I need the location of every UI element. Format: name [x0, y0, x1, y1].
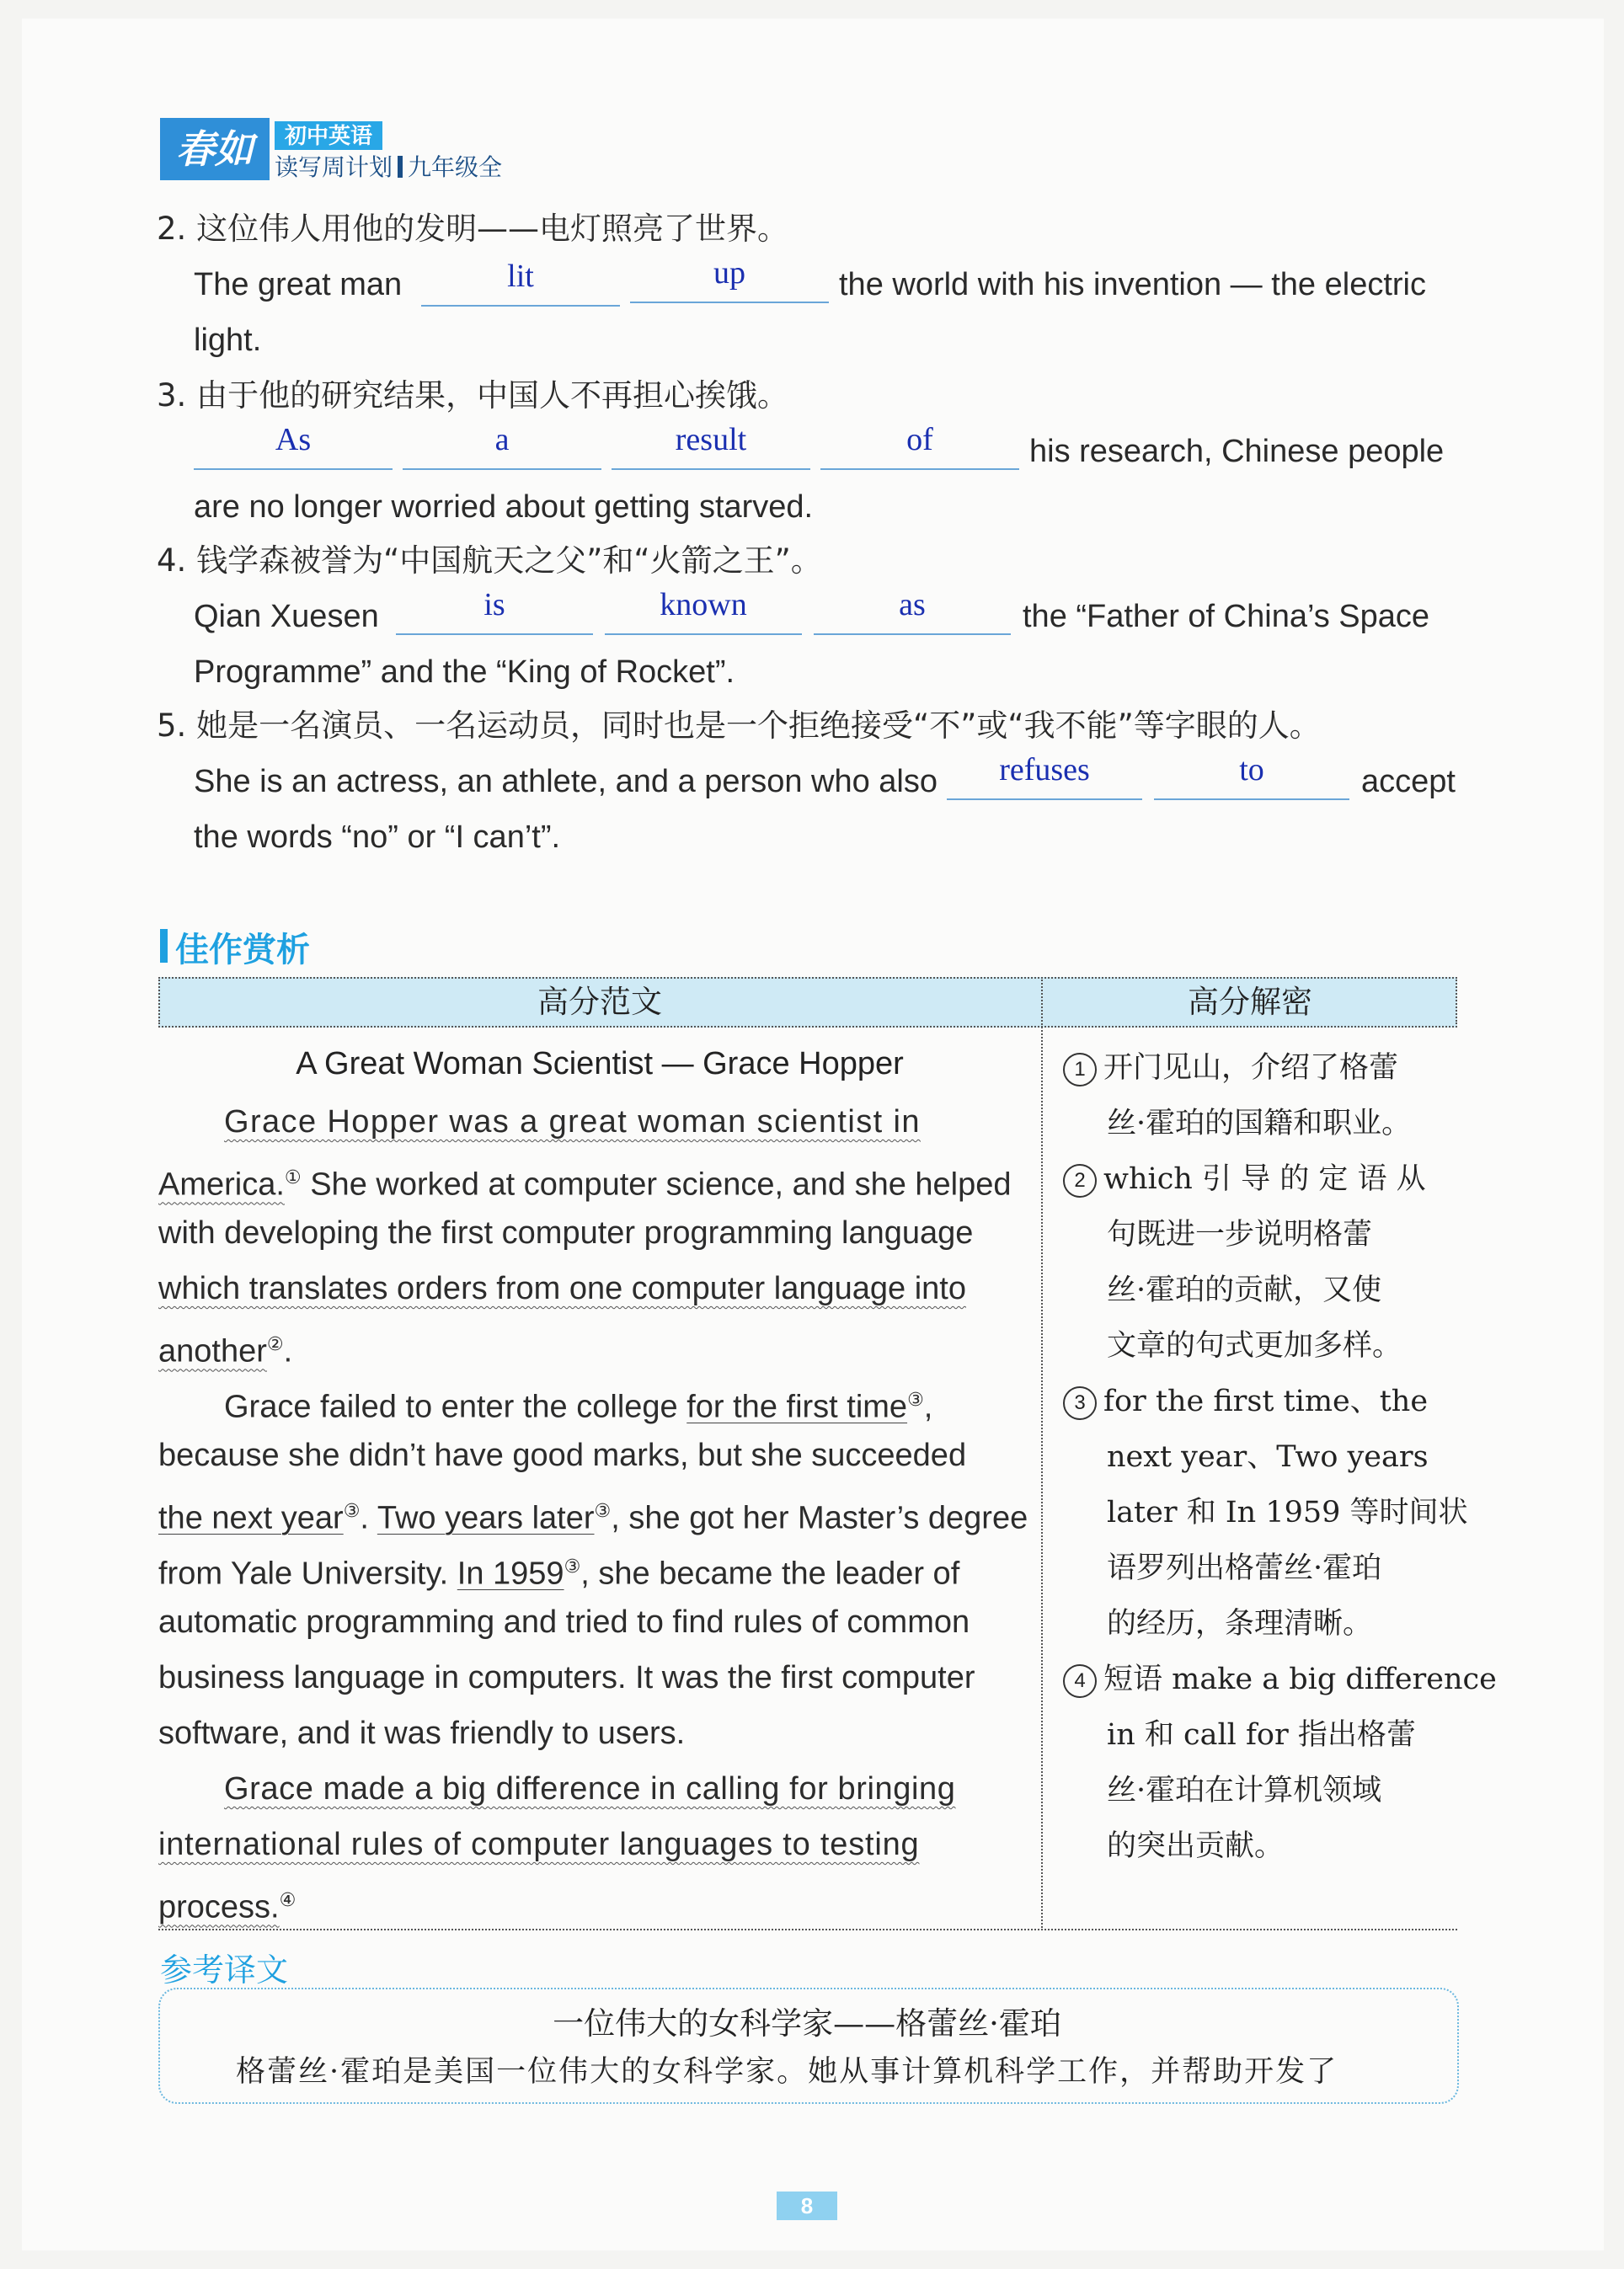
- translation-label: 参考译文: [160, 1951, 289, 1989]
- essay-line: the next year③. Two years later③, she got her Master’s degree: [158, 1500, 1028, 1536]
- series-label: 初中英语: [275, 121, 382, 150]
- exercise-2-english-start: The great man: [194, 267, 403, 302]
- section-title: 佳作赏析: [175, 931, 310, 969]
- note-2-line: 文章的句式更加多样。: [1107, 1329, 1402, 1363]
- note-3: 3 for the first time、the: [1063, 1380, 1459, 1423]
- book-header: [160, 118, 514, 185]
- column-header-notes: 高分解密: [1188, 984, 1312, 1020]
- essay-line: process.④: [158, 1889, 296, 1925]
- book-label: 读写周计划 九年级全: [275, 154, 503, 180]
- answer-text: a: [494, 422, 510, 457]
- note-1: 1 开门见山，介绍了格蕾: [1063, 1046, 1459, 1090]
- table-border: [1456, 977, 1457, 1024]
- note-3-line: 的经历，条理清晰。: [1107, 1607, 1373, 1641]
- exercise-2-chinese: 2. 这位伟人用他的发明——电灯照亮了世界。: [157, 211, 789, 247]
- essay-line: Grace made a big difference in calling for bringing: [224, 1771, 956, 1807]
- note-1-line: 丝·霍珀的国籍和职业。: [1107, 1107, 1412, 1140]
- exercise-3-english-end: his research, Chinese people: [1029, 434, 1445, 469]
- exercise-3-chinese: 3. 由于他的研究结果，中国人不再担心挨饿。: [157, 377, 789, 414]
- answer-text: to: [1239, 752, 1264, 787]
- note-4-line: 的突出贡献。: [1107, 1829, 1285, 1863]
- essay-line: Grace failed to enter the college for the first time③,: [224, 1389, 933, 1425]
- answer-text: lit: [507, 259, 534, 294]
- exercise-4-english-end: the “Father of China’s Space: [1023, 599, 1430, 634]
- answer-text: refuses: [999, 752, 1090, 787]
- note-3-line: next year、Two years: [1107, 1440, 1429, 1474]
- separator: [398, 156, 403, 178]
- note-2-line: 丝·霍珀的贡献，又使: [1107, 1273, 1382, 1307]
- exercise-5-english-cont: the words “no” or “I can’t”.: [194, 820, 561, 855]
- note-2: 2 which 引 导 的 定 语 从: [1063, 1157, 1459, 1201]
- note-number: 3: [1063, 1386, 1097, 1420]
- note-number: 4: [1063, 1664, 1097, 1698]
- essay-title: A Great Woman Scientist — Grace Hopper: [296, 1046, 904, 1081]
- answer-text: is: [483, 587, 505, 622]
- exercise-5-english-end: accept: [1361, 764, 1456, 799]
- exercise-4-english-start: Qian Xuesen: [194, 599, 379, 634]
- exercise-2-english-cont: light.: [194, 323, 262, 358]
- essay-line: America.① She worked at computer science, and she helped: [158, 1167, 1012, 1203]
- note-4-line: in 和 call for 指出格蕾: [1107, 1718, 1416, 1752]
- essay-line: another②.: [158, 1333, 293, 1369]
- note-4: 4 短语 make a big difference: [1063, 1658, 1459, 1701]
- exercise-2-english-end: the world with his invention — the electric: [839, 267, 1426, 302]
- page-number: 8: [777, 2192, 837, 2220]
- exercise-4-english-cont: Programme” and the “King of Rocket”.: [194, 654, 735, 690]
- section-marker: [160, 929, 168, 963]
- essay-line: from Yale University. In 1959③, she became the leader of: [158, 1556, 960, 1592]
- essay-line: automatic programming and tried to find rules of common: [158, 1604, 970, 1640]
- note-number: 2: [1063, 1164, 1097, 1198]
- table-header: [158, 977, 1457, 1028]
- answer-text: up: [713, 255, 745, 291]
- essay-line: which translates orders from one computer language into: [158, 1271, 966, 1306]
- exercise-4-chinese: 4. 钱学森被誉为“中国航天之父”和“火箭之王”。: [157, 542, 822, 579]
- essay-line: business language in computers. It was the first computer: [158, 1660, 975, 1695]
- exercise-3-english-cont: are no longer worried about getting starved.: [194, 489, 814, 525]
- column-header-essay: 高分范文: [537, 984, 662, 1020]
- answer-text: known: [660, 587, 747, 622]
- answer-text: As: [275, 422, 312, 457]
- translation-title: 一位伟大的女科学家——格蕾丝·霍珀: [553, 2005, 1061, 2042]
- answer-text: of: [906, 422, 933, 457]
- translation-body: 格蕾丝·霍珀是美国一位伟大的女科学家。她从事计算机科学工作，并帮助开发了: [236, 2055, 1338, 2089]
- note-3-line: later 和 In 1959 等时间状: [1107, 1496, 1468, 1530]
- exercise-5-english-start: She is an actress, an athlete, and a person who also: [194, 764, 938, 799]
- essay-line: software, and it was friendly to users.: [158, 1716, 686, 1751]
- essay-line: with developing the first computer programming language: [158, 1215, 974, 1251]
- exercise-5-chinese: 5. 她是一名演员、一名运动员，同时也是一个拒绝接受“不”或“我不能”等字眼的人。: [157, 707, 1321, 744]
- essay-line: Grace Hopper was a great woman scientist in: [224, 1104, 921, 1140]
- note-2-line: 句既进一步说明格蕾: [1107, 1218, 1373, 1252]
- answer-text: as: [899, 587, 926, 622]
- answer-text: result: [675, 422, 747, 457]
- note-4-line: 丝·霍珀在计算机领域: [1107, 1774, 1382, 1807]
- brand-logo: 春如: [160, 118, 270, 180]
- essay-line: because she didn’t have good marks, but she succeeded: [158, 1438, 967, 1473]
- note-3-line: 语罗列出格蕾丝·霍珀: [1107, 1551, 1382, 1585]
- essay-line: international rules of computer languages to testing: [158, 1827, 920, 1862]
- table-border: [158, 977, 160, 1024]
- note-number: 1: [1063, 1053, 1097, 1086]
